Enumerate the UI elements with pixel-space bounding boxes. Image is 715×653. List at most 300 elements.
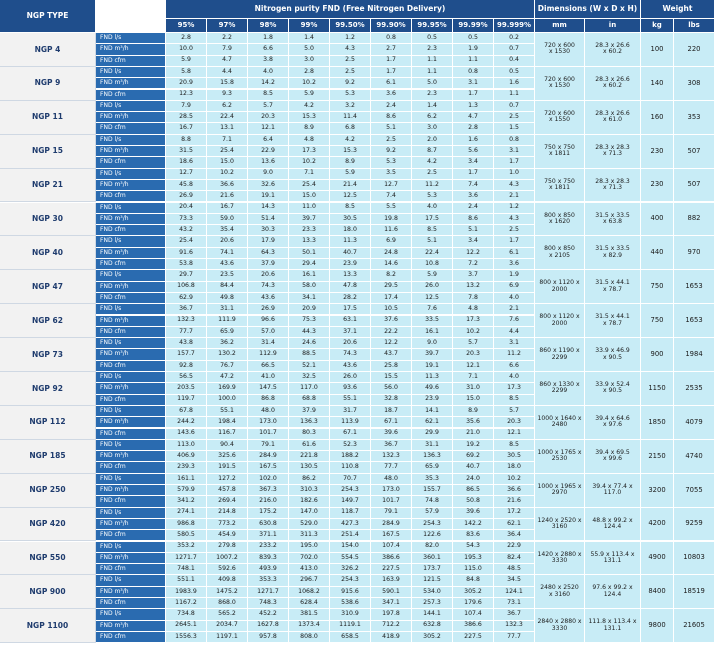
flow-value: 1475.2 [207, 587, 248, 598]
flow-value: 113.9 [330, 417, 371, 428]
flow-value: 32.8 [371, 395, 412, 406]
flow-value: 56.5 [166, 372, 207, 383]
flow-value: 79.1 [371, 508, 412, 519]
flow-value: 15.8 [207, 78, 248, 89]
flow-value: 7.1 [207, 135, 248, 146]
flow-value: 73.1 [494, 598, 535, 609]
flow-value: 1197.1 [207, 632, 248, 643]
flow-value: 353.2 [166, 542, 207, 553]
flow-value: 111.9 [207, 316, 248, 327]
weight-kg: 750 [641, 304, 674, 338]
flow-value: 20.9 [166, 78, 207, 89]
flow-value: 4.7 [207, 56, 248, 67]
purity-header: Nitrogen purity FND (Free Nitrogen Delivery) [166, 0, 535, 19]
dimension-mm: 750 x 750 x 1811 [535, 169, 585, 203]
flow-value: 551.1 [166, 575, 207, 586]
weight-lbs: 308 [674, 67, 715, 101]
flow-value: 2.8 [453, 123, 494, 134]
flow-value: 957.8 [248, 632, 289, 643]
model-name: NGP 9 [0, 67, 96, 101]
dimension-in: 48.8 x 99.2 x 124.4 [585, 508, 641, 542]
flow-value: 48.0 [371, 474, 412, 485]
flow-value: 43.2 [166, 225, 207, 236]
flow-value: 110.8 [330, 462, 371, 473]
flow-value: 1627.8 [248, 621, 289, 632]
flow-value: 0.7 [494, 44, 535, 55]
model-name: NGP 21 [0, 169, 96, 203]
dimension-mm: 1000 x 1765 x 2530 [535, 440, 585, 474]
flow-value: 6.2 [412, 112, 453, 123]
flow-value: 15.0 [207, 157, 248, 168]
flow-value: 43.6 [330, 361, 371, 372]
flow-value: 254.3 [412, 519, 453, 530]
flow-value: 24.8 [371, 248, 412, 259]
flow-value: 5.7 [453, 338, 494, 349]
flow-value: 20.9 [289, 304, 330, 315]
model-name: NGP 185 [0, 440, 96, 474]
flow-value: 112.9 [248, 349, 289, 360]
flow-value: 136.3 [289, 417, 330, 428]
dimension-in: 39.4 x 64.6 x 97.6 [585, 406, 641, 440]
flow-value: 7.4 [453, 180, 494, 191]
flow-value: 28.5 [166, 112, 207, 123]
weight-kg: 1850 [641, 406, 674, 440]
flow-value: 6.4 [248, 135, 289, 146]
flow-value: 18.0 [494, 462, 535, 473]
dimension-mm: 860 x 1190 x 2299 [535, 338, 585, 372]
flow-value: 5.6 [453, 146, 494, 157]
flow-value: 31.4 [248, 338, 289, 349]
flow-value: 65.9 [412, 462, 453, 473]
row-label: FND l/s [96, 169, 166, 180]
flow-value: 6.6 [248, 44, 289, 55]
flow-value: 748.1 [166, 564, 207, 575]
flow-value: 227.5 [453, 632, 494, 643]
flow-value: 454.9 [207, 530, 248, 541]
flow-value: 5.0 [412, 78, 453, 89]
flow-value: 37.9 [289, 406, 330, 417]
dimension-mm: 1000 x 1965 x 2970 [535, 474, 585, 508]
flow-value: 35.6 [453, 417, 494, 428]
dimension-mm: 720 x 600 x 1530 [535, 33, 585, 67]
flow-value: 12.1 [494, 429, 535, 440]
flow-value: 74.3 [248, 282, 289, 293]
flow-value: 80.3 [289, 429, 330, 440]
flow-value: 36.7 [371, 440, 412, 451]
flow-value: 457.8 [207, 485, 248, 496]
row-label: FND l/s [96, 203, 166, 214]
flow-value: 31.1 [207, 304, 248, 315]
row-label: FND m³/h [96, 553, 166, 564]
purity-column-header: 99.95% [412, 19, 453, 33]
flow-value: 17.4 [371, 293, 412, 304]
dimension-mm: 800 x 1120 x 2000 [535, 270, 585, 304]
dimension-in: 28.3 x 28.3 x 71.3 [585, 169, 641, 203]
flow-value: 2.4 [371, 101, 412, 112]
flow-value: 57.9 [412, 508, 453, 519]
flow-value: 1.7 [371, 56, 412, 67]
flow-value: 132.3 [371, 451, 412, 462]
flow-value: 2.1 [494, 191, 535, 202]
flow-value: 36.6 [207, 180, 248, 191]
weight-kg: 440 [641, 236, 674, 270]
flow-value: 592.6 [207, 564, 248, 575]
flow-value: 4.3 [494, 180, 535, 191]
row-label: FND cfm [96, 90, 166, 101]
flow-value: 20.6 [207, 236, 248, 247]
flow-value: 1.9 [494, 270, 535, 281]
flow-value: 55.1 [207, 406, 248, 417]
purity-column-header: 98% [248, 19, 289, 33]
weight-lbs: 1653 [674, 270, 715, 304]
flow-value: 33.5 [412, 316, 453, 327]
flow-value: 8.7 [412, 146, 453, 157]
flow-value: 4.0 [494, 372, 535, 383]
flow-value: 3.2 [330, 101, 371, 112]
flow-value: 25.8 [371, 361, 412, 372]
dimension-in: 55.9 x 113.4 x 131.1 [585, 542, 641, 576]
flow-value: 353.3 [248, 575, 289, 586]
flow-value: 8.5 [330, 203, 371, 214]
dimension-mm: 860 x 1330 x 2299 [535, 372, 585, 406]
flow-value: 12.3 [166, 90, 207, 101]
flow-value: 121.5 [412, 575, 453, 586]
flow-value: 305.2 [412, 632, 453, 643]
flow-value: 115.0 [453, 564, 494, 575]
flow-value: 7.6 [494, 316, 535, 327]
flow-value: 5.8 [166, 67, 207, 78]
flow-value: 452.2 [248, 609, 289, 620]
flow-value: 8.5 [248, 90, 289, 101]
flow-value: 116.7 [207, 429, 248, 440]
flow-value: 9.3 [207, 90, 248, 101]
flow-value: 18.7 [371, 406, 412, 417]
flow-value: 632.8 [412, 621, 453, 632]
flow-value: 130.2 [207, 349, 248, 360]
dimension-mm: 720 x 600 x 1530 [535, 67, 585, 101]
flow-value: 88.5 [289, 349, 330, 360]
flow-value: 7.9 [166, 101, 207, 112]
flow-value: 839.3 [248, 553, 289, 564]
flow-value: 23.3 [289, 225, 330, 236]
flow-value: 84.8 [453, 575, 494, 586]
flow-value: 18.6 [166, 157, 207, 168]
flow-value: 20.3 [248, 112, 289, 123]
flow-value: 19.1 [412, 361, 453, 372]
flow-value: 40.7 [453, 462, 494, 473]
flow-value: 195.3 [453, 553, 494, 564]
flow-value: 409.8 [207, 575, 248, 586]
weight-kg: 750 [641, 270, 674, 304]
flow-value: 8.9 [453, 406, 494, 417]
flow-value: 8.9 [289, 123, 330, 134]
row-label: FND cfm [96, 462, 166, 473]
row-label: FND cfm [96, 564, 166, 575]
flow-value: 1271.7 [248, 587, 289, 598]
flow-value: 169.9 [207, 383, 248, 394]
weight-kg: 3200 [641, 474, 674, 508]
flow-value: 4.2 [412, 157, 453, 168]
flow-value: 712.2 [371, 621, 412, 632]
flow-value: 9.2 [330, 78, 371, 89]
row-label: FND m³/h [96, 451, 166, 462]
flow-value: 22.4 [207, 112, 248, 123]
flow-value: 57.0 [248, 327, 289, 338]
row-label: FND cfm [96, 395, 166, 406]
flow-value: 107.4 [371, 542, 412, 553]
dimension-in: 31.5 x 44.1 x 78.7 [585, 270, 641, 304]
flow-value: 0.2 [494, 33, 535, 44]
flow-value: 0.7 [494, 101, 535, 112]
flow-value: 4.3 [494, 214, 535, 225]
flow-value: 31.5 [166, 146, 207, 157]
flow-value: 2.2 [207, 33, 248, 44]
flow-value: 54.3 [453, 542, 494, 553]
flow-value: 41.0 [248, 372, 289, 383]
flow-value: 0.8 [494, 135, 535, 146]
weight-kg: 140 [641, 67, 674, 101]
flow-value: 74.3 [330, 349, 371, 360]
flow-value: 1.7 [453, 169, 494, 180]
flow-value: 12.7 [371, 180, 412, 191]
model-name: NGP 112 [0, 406, 96, 440]
flow-value: 31.0 [453, 383, 494, 394]
weight-lbs: 220 [674, 33, 715, 67]
flow-value: 12.5 [412, 293, 453, 304]
row-label: FND l/s [96, 270, 166, 281]
flow-value: 347.1 [371, 598, 412, 609]
flow-value: 113.0 [166, 440, 207, 451]
flow-value: 5.9 [166, 56, 207, 67]
flow-value: 29.9 [412, 429, 453, 440]
flow-value: 48.0 [248, 406, 289, 417]
flow-value: 124.1 [494, 587, 535, 598]
flow-value: 8.5 [494, 440, 535, 451]
flow-value: 67.1 [330, 429, 371, 440]
flow-value: 13.1 [207, 123, 248, 134]
purity-column-header: 99% [289, 19, 330, 33]
flow-value: 101.7 [248, 429, 289, 440]
flow-value: 4.2 [289, 101, 330, 112]
flow-value: 31.7 [330, 406, 371, 417]
flow-value: 2.5 [330, 67, 371, 78]
weight-lbs: 1984 [674, 338, 715, 372]
weight-kg: 400 [641, 203, 674, 237]
flow-value: 30.5 [494, 451, 535, 462]
flow-value: 529.0 [289, 519, 330, 530]
purity-column-header: 99.999% [494, 19, 535, 33]
flow-value: 21.0 [453, 429, 494, 440]
flow-value: 30.5 [330, 214, 371, 225]
flow-value: 20.4 [166, 203, 207, 214]
flow-value: 47.2 [207, 372, 248, 383]
flow-value: 12.1 [248, 123, 289, 134]
weight-lbs: 2535 [674, 372, 715, 406]
flow-value: 2.5 [371, 135, 412, 146]
flow-value: 102.0 [248, 474, 289, 485]
model-name: NGP 420 [0, 508, 96, 542]
flow-value: 15.3 [330, 146, 371, 157]
dimension-in: 31.5 x 33.5 x 63.8 [585, 203, 641, 237]
flow-value: 31.1 [412, 440, 453, 451]
flow-value: 734.8 [166, 609, 207, 620]
flow-value: 24.0 [453, 474, 494, 485]
flow-value: 22.2 [371, 327, 412, 338]
flow-value: 17.3 [289, 146, 330, 157]
flow-value: 773.2 [207, 519, 248, 530]
flow-value: 101.7 [371, 496, 412, 507]
flow-value: 36.6 [494, 485, 535, 496]
flow-value: 257.3 [412, 598, 453, 609]
flow-value: 0.5 [412, 33, 453, 44]
dimension-in: 33.9 x 46.9 x 90.5 [585, 338, 641, 372]
flow-value: 748.3 [248, 598, 289, 609]
flow-value: 149.7 [330, 496, 371, 507]
flow-value: 360.1 [412, 553, 453, 564]
purity-column-header: 99.90% [371, 19, 412, 33]
flow-value: 93.6 [330, 383, 371, 394]
flow-value: 15.0 [289, 191, 330, 202]
weight-lbs: 507 [674, 135, 715, 169]
flow-value: 579.9 [166, 485, 207, 496]
model-name: NGP 250 [0, 474, 96, 508]
flow-value: 37.9 [248, 259, 289, 270]
weight-lbs: 9259 [674, 508, 715, 542]
flow-value: 26.0 [330, 372, 371, 383]
flow-value: 413.0 [289, 564, 330, 575]
type-header: NGP TYPE [0, 0, 96, 33]
flow-value: 154.0 [330, 542, 371, 553]
row-label: FND cfm [96, 530, 166, 541]
flow-value: 868.0 [207, 598, 248, 609]
flow-value: 67.1 [371, 417, 412, 428]
flow-value: 1.2 [494, 203, 535, 214]
flow-value: 10.2 [494, 474, 535, 485]
row-label: FND m³/h [96, 417, 166, 428]
flow-value: 39.6 [453, 508, 494, 519]
flow-value: 12.2 [453, 248, 494, 259]
model-name: NGP 15 [0, 135, 96, 169]
weight-kg: 100 [641, 33, 674, 67]
weight-lbs: 507 [674, 169, 715, 203]
flow-value: 5.9 [330, 169, 371, 180]
flow-value: 34.1 [289, 293, 330, 304]
flow-value: 167.5 [371, 530, 412, 541]
flow-value: 147.0 [289, 508, 330, 519]
flow-value: 12.2 [371, 338, 412, 349]
flow-value: 195.0 [289, 542, 330, 553]
flow-value: 0.4 [494, 56, 535, 67]
flow-value: 1.0 [494, 169, 535, 180]
row-label: FND m³/h [96, 383, 166, 394]
flow-value: 3.0 [412, 123, 453, 134]
flow-value: 1.1 [412, 56, 453, 67]
row-label: FND cfm [96, 327, 166, 338]
flow-value: 39.7 [289, 214, 330, 225]
model-name: NGP 900 [0, 575, 96, 609]
flow-value: 8.2 [371, 270, 412, 281]
flow-value: 269.4 [207, 496, 248, 507]
unit-header-in: in [585, 19, 641, 33]
flow-value: 244.2 [166, 417, 207, 428]
flow-value: 2.5 [412, 169, 453, 180]
unit-header-kg: kg [641, 19, 674, 33]
flow-value: 21.6 [207, 191, 248, 202]
flow-value: 565.2 [207, 609, 248, 620]
flow-value: 13.6 [248, 157, 289, 168]
flow-value: 36.7 [494, 609, 535, 620]
flow-value: 1068.2 [289, 587, 330, 598]
flow-value: 77.7 [371, 462, 412, 473]
flow-value: 1373.4 [289, 621, 330, 632]
flow-value: 6.1 [494, 248, 535, 259]
row-label: FND m³/h [96, 349, 166, 360]
flow-value: 30.3 [248, 225, 289, 236]
flow-value: 15.5 [371, 372, 412, 383]
flow-value: 52.1 [289, 361, 330, 372]
flow-value: 418.9 [371, 632, 412, 643]
flow-value: 49.8 [207, 293, 248, 304]
flow-value: 16.7 [207, 203, 248, 214]
flow-value: 628.4 [289, 598, 330, 609]
flow-value: 1556.3 [166, 632, 207, 643]
flow-value: 16.7 [166, 123, 207, 134]
model-name: NGP 4 [0, 33, 96, 67]
flow-value: 3.1 [494, 338, 535, 349]
flow-value: 6.8 [330, 123, 371, 134]
dimension-mm: 800 x 1120 x 2000 [535, 304, 585, 338]
flow-value: 10.0 [166, 44, 207, 55]
flow-value: 1.1 [494, 90, 535, 101]
dimension-mm: 1420 x 2880 x 3330 [535, 542, 585, 576]
flow-value: 127.2 [207, 474, 248, 485]
flow-value: 23.9 [330, 259, 371, 270]
flow-value: 4.0 [412, 203, 453, 214]
flow-value: 203.5 [166, 383, 207, 394]
weight-lbs: 353 [674, 101, 715, 135]
flow-value: 82.4 [494, 553, 535, 564]
flow-value: 17.2 [494, 508, 535, 519]
flow-value: 1.1 [412, 67, 453, 78]
flow-value: 39.7 [412, 349, 453, 360]
flow-value: 90.4 [207, 440, 248, 451]
flow-value: 22.9 [494, 542, 535, 553]
flow-value: 132.3 [166, 316, 207, 327]
flow-value: 83.6 [453, 530, 494, 541]
row-label: FND m³/h [96, 44, 166, 55]
flow-value: 25.4 [166, 236, 207, 247]
flow-value: 14.2 [248, 78, 289, 89]
flow-value: 10.5 [371, 304, 412, 315]
flow-value: 122.6 [412, 530, 453, 541]
flow-value: 1.7 [453, 90, 494, 101]
dimension-in: 28.3 x 28.3 x 71.3 [585, 135, 641, 169]
flow-value: 26.0 [412, 282, 453, 293]
flow-value: 68.8 [289, 395, 330, 406]
flow-value: 5.7 [248, 101, 289, 112]
flow-value: 1.6 [453, 135, 494, 146]
flow-value: 25.4 [207, 146, 248, 157]
flow-value: 915.6 [330, 587, 371, 598]
flow-value: 55.1 [330, 395, 371, 406]
flow-value: 11.6 [371, 225, 412, 236]
row-label: FND l/s [96, 304, 166, 315]
flow-value: 3.1 [453, 78, 494, 89]
flow-value: 44.3 [289, 327, 330, 338]
flow-value: 36.7 [166, 304, 207, 315]
flow-value: 538.6 [330, 598, 371, 609]
flow-value: 1167.2 [166, 598, 207, 609]
